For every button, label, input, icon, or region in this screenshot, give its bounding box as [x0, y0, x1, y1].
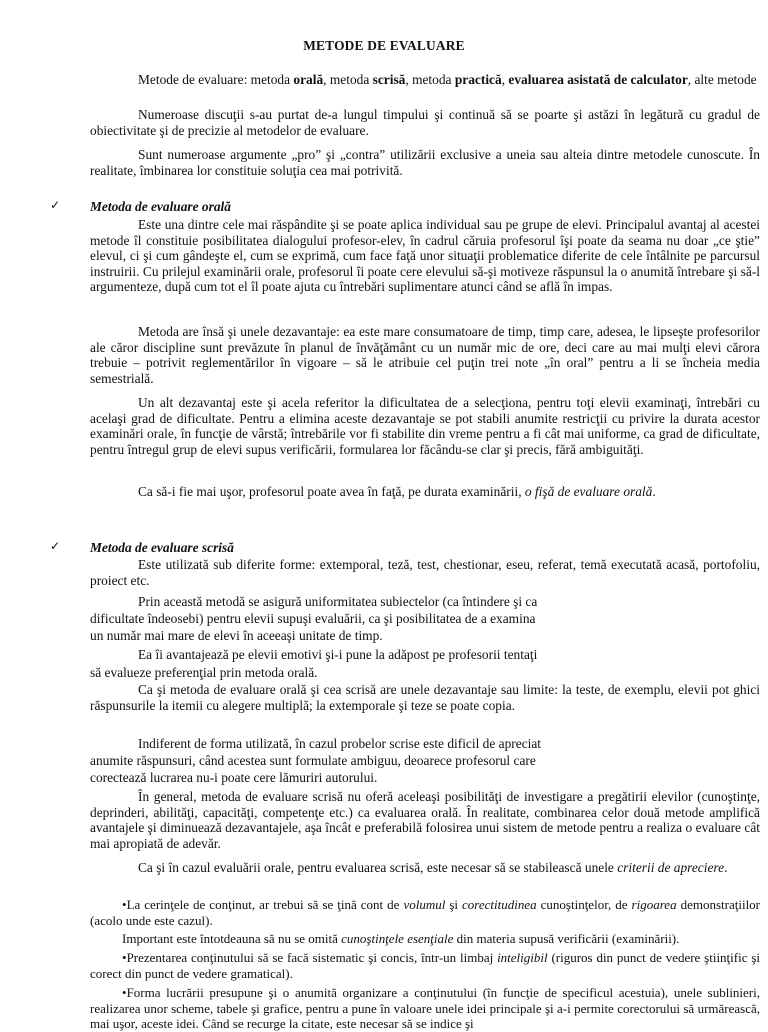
bullet-text: demonstraţiilor (acolo unde este cazul).	[90, 897, 761, 928]
paragraph: Sunt numeroase argumente „pro” şi „contra” utilizării exclusive a uneia sau alteia dintre metodele cunoscute. În realitate, îmbinarea lor constituie soluţia cea mai potrivită.	[90, 147, 760, 178]
bullet-text: Prezentarea conţinutului să se facă sistematic şi concis, într-un limbaj	[126, 950, 498, 965]
bullet-item	[90, 950, 760, 981]
bullet-emphasis: inteligibil	[497, 950, 548, 965]
paragraph-line: anumite răspunsuri, când acestea sunt formulate ambiguu, deoarece profesorul care	[90, 753, 536, 768]
paragraph: În general, metoda de evaluare scrisă nu oferă aceleaşi posibilităţi de investigare a pregătirii elevilor (cunoştinţe, deprinderi, abilităţi, capacităţi, competenţe etc.) ca evaluarea orală. În realitate, combinarea celor două metode amplifică avantajele şi diminuează dezavantajele, aşa încât e preferabilă folosirea unui sistem de metode pentru a realiza o evaluare cât mai apropiată de adevăr.	[90, 789, 760, 851]
intro-text: ,	[501, 72, 509, 87]
paragraph-line: Prin această metodă se asigură uniformitatea subiectelor (ca întindere şi ca	[138, 594, 538, 609]
bullet-emphasis: volumul	[403, 897, 446, 912]
intro-computer: evaluarea asistată de calculator	[508, 72, 688, 87]
bullet-emphasis: corectitudinea	[462, 897, 537, 912]
paragraph-line: Ea îi avantajează pe elevii emotivi şi-i pune la adăpost pe profesorii tentaţi	[138, 647, 538, 662]
paragraph	[90, 860, 760, 876]
intro-text: , metoda	[323, 72, 373, 87]
paragraph: Numeroase discuţii s-au purtat de-a lungul timpului şi continuă să se poarte şi astăzi în legătură cu gradul de obiectivitate şi de precizie al metodelor de evaluare.	[90, 107, 760, 138]
bullet-text: Forma lucrării presupune şi o anumită organizare a conţinutului (în funcţie de specificul acestuia), unele sublinieri, realizarea unor scheme, tabele şi grafice, pentru a pune în valoare unele idei principale şi a-i permite corectorului să urmărească, mai uşor, aceste idei. Când se recurge la citate, este necesar să se indice şi	[90, 985, 760, 1032]
bullet-item	[90, 985, 760, 1032]
bullet-text: din materia supusă verificării (examinării).	[453, 931, 680, 946]
paragraph-text: .	[724, 860, 728, 875]
intro-practical: practică	[454, 72, 502, 87]
bullet-emphasis: rigoarea	[631, 897, 677, 912]
page-title: METODE DE EVALUARE	[303, 38, 465, 53]
paragraph-line: să evalueze preferenţial prin metoda orală.	[90, 665, 318, 680]
paragraph-line: Indiferent de forma utilizată, în cazul probelor scrise este dificil de apreciat	[138, 736, 542, 751]
paragraph: Metoda are însă şi unele dezavantaje: ea este mare consumatoare de timp, timp care, adesea, le lipseşte profesorilor ale căror discipline sunt prevăzute în planul de învăţământ cu un număr mic de ore, deci care au mai mulţi elevi cărora trebuie – potrivit reglementărilor în vigoare – să le atribuie cel puţin trei note „în oral” pentru a li se încheia media semestrială.	[90, 324, 760, 386]
paragraph-text: Ca şi în cazul evaluării orale, pentru evaluarea scrisă, este necesar să se stabilească unele	[138, 860, 618, 875]
assessment-criteria: criterii de apreciere	[617, 860, 725, 875]
paragraph	[90, 484, 760, 500]
paragraph-line: dificultate îndeosebi) pentru elevii supuşi evaluării, ca şi posibilitatea de a examina	[90, 611, 536, 626]
bullet-text: cunoştinţelor, de	[536, 897, 632, 912]
bullet-item	[90, 897, 760, 928]
bullet-emphasis: cunoştinţele esenţiale	[341, 931, 454, 946]
oral-evaluation-sheet: o fişă de evaluare orală	[524, 484, 653, 499]
bullet-icon: •	[122, 985, 127, 1000]
bullet-text: (riguros din punct de vedere ştiinţific şi corect din punct de vedere gramatical).	[90, 950, 760, 981]
intro-paragraph	[90, 72, 760, 88]
bullet-text: La cerinţele de conţinut, ar trebui să se ţină cont de	[126, 897, 404, 912]
intro-text: Metode de evaluare: metoda	[138, 72, 294, 87]
check-icon: ✓	[50, 539, 61, 553]
section-heading-oral: Metoda de evaluare orală	[90, 199, 231, 214]
intro-text: , alte metode	[687, 72, 757, 87]
check-icon: ✓	[50, 198, 61, 212]
bullet-icon: •	[122, 897, 127, 912]
paragraph	[90, 931, 760, 947]
intro-written: scrisă	[372, 72, 406, 87]
paragraph-text: .	[652, 484, 656, 499]
bullet-text: Important este întotdeauna să nu se omită	[122, 931, 342, 946]
paragraph: Ca şi metoda de evaluare orală şi cea scrisă are unele dezavantaje sau limite: la teste, de exemplu, elevii pot ghici răspunsurile la itemii cu alegere multiplă; la extemporale şi teze se poate copia.	[90, 682, 760, 713]
paragraph: Un alt dezavantaj este şi acela referitor la dificultatea de a selecţiona, pentru toţi elevii examinaţi, întrebări cu acelaşi grad de dificultate. Pentru a elimina aceste dezavantaje se pot stabili anumite restricţii cu privire la durata acestor examinări orale, în funcţie de vârstă; întrebările vor fi stabilite din vreme pentru a fi cât mai uniforme, ca grad de dificultate, pentru întregul grup de elevi supus verificării, formularea lor făcându-se clar şi precis, fără ambiguităţi.	[90, 395, 760, 457]
paragraph: Este utilizată sub diferite forme: extemporal, teză, test, chestionar, eseu, referat, temă executată acasă, portofoliu, proiect etc.	[90, 557, 760, 588]
bullet-text: şi	[445, 897, 463, 912]
paragraph: Este una dintre cele mai răspândite şi se poate aplica individual sau pe grupe de elevi. Principalul avantaj al acestei metode îl constituie posibilitatea dialogului profesor-elev, în cadrul căruia profesorul îşi poate da seama nu doar „ce ştie” elevul, ci şi cum gândeşte el, cum se exprimă, cum face faţă unor situaţii problematice diferite de cele întâlnite pe parcursul instruirii. Cu prilejul examinării orale, profesorul îi poate cere elevului să-şi motiveze răspunsul la o anumită întrebare şi să-l argumenteze, după cum tot el îl poate ajuta cu întrebări suplimentare atunci când se află în impas.	[90, 217, 760, 295]
section-heading-written: Metoda de evaluare scrisă	[90, 540, 234, 555]
intro-oral: orală	[293, 72, 324, 87]
intro-text: , metoda	[405, 72, 455, 87]
bullet-icon: •	[122, 950, 127, 965]
paragraph-text: Ca să-i fie mai uşor, profesorul poate avea în faţă, pe durata examinării,	[138, 484, 525, 499]
paragraph-line: corectează lucrarea nu-i poate cere lămuriri autorului.	[90, 770, 378, 785]
paragraph-line: un număr mai mare de elevi în aceeaşi unitate de timp.	[90, 628, 383, 643]
